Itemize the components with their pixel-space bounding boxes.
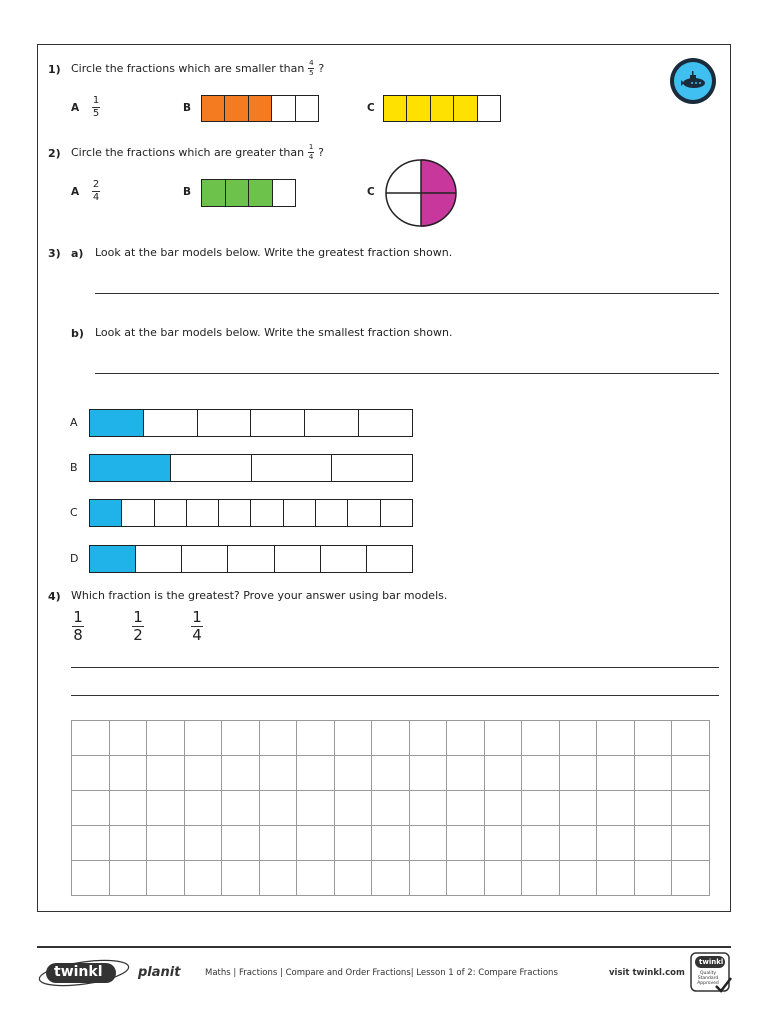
grid-cell[interactable] [484, 756, 522, 791]
bar-part [366, 546, 412, 572]
grid-cell[interactable] [484, 826, 522, 861]
grid-cell[interactable] [559, 756, 597, 791]
q3-bar-label: D [70, 552, 79, 565]
bar-part [384, 96, 406, 121]
bar-part [170, 455, 251, 481]
bar-part [304, 410, 358, 436]
grid-cell[interactable] [297, 791, 335, 826]
bar-part [347, 500, 379, 526]
grid-cell[interactable] [297, 756, 335, 791]
quality-badge-logo: twinkl [699, 958, 724, 966]
bar-part [90, 500, 121, 526]
q3a-text: Look at the bar models below. Write the greatest fraction shown. [95, 246, 453, 259]
grid-cell[interactable] [259, 791, 297, 826]
q3b-label: b) [71, 327, 84, 340]
bar-part [430, 96, 453, 121]
q2-option-c-label: C [367, 186, 375, 198]
grid-cell[interactable] [447, 756, 485, 791]
grid-cell[interactable] [109, 861, 147, 896]
bar-part [227, 546, 273, 572]
bar-part [248, 180, 272, 206]
grid-cell[interactable] [597, 721, 635, 756]
grid-cell[interactable] [334, 721, 372, 756]
bar-part [181, 546, 227, 572]
q2-option-a-label: A [71, 186, 80, 198]
grid-cell[interactable] [222, 826, 260, 861]
q4-fraction: 1 4 [192, 608, 202, 644]
grid-cell[interactable] [672, 826, 710, 861]
q1-text: Circle the fractions which are smaller than $\frac{4}{5}$ ? [71, 59, 325, 77]
twinkl-logo [38, 955, 130, 991]
grid-cell[interactable] [559, 826, 597, 861]
grid-cell[interactable] [634, 826, 672, 861]
bar-part [197, 410, 251, 436]
grid-cell[interactable] [109, 756, 147, 791]
bar-part [143, 410, 197, 436]
q1-option-a-fraction[interactable]: 1 5 [92, 95, 100, 119]
grid-cell[interactable] [72, 791, 110, 826]
bar-part [320, 546, 366, 572]
q1-option-a-label: A [71, 102, 80, 114]
q2-option-a-fraction[interactable]: 2 4 [92, 179, 100, 203]
bar-part [250, 500, 282, 526]
bar-part [271, 96, 294, 121]
q2-option-c-pie[interactable] [385, 159, 457, 227]
grid-cell[interactable] [334, 826, 372, 861]
grid-cell[interactable] [259, 721, 297, 756]
grid-cell[interactable] [184, 721, 222, 756]
q3-bar-label: A [70, 416, 78, 429]
grid-cell[interactable] [297, 861, 335, 896]
grid-cell[interactable] [259, 826, 297, 861]
grid-cell[interactable] [297, 721, 335, 756]
grid-cell[interactable] [597, 826, 635, 861]
grid-cell[interactable] [484, 861, 522, 896]
q3b-text: Look at the bar models below. Write the smallest fraction shown. [95, 326, 453, 339]
grid-cell[interactable] [409, 756, 447, 791]
bar-part [453, 96, 476, 121]
q1-question: Circle the fractions which are smaller than [71, 62, 305, 75]
footer-divider [37, 946, 731, 948]
footer-lesson-info: Maths | Fractions | Compare and Order Fractions| Lesson 1 of 2: Compare Fractions [205, 968, 558, 978]
grid-cell[interactable] [72, 826, 110, 861]
grid-cell[interactable] [334, 756, 372, 791]
grid-cell[interactable] [184, 861, 222, 896]
q2-number: 2) [48, 147, 61, 160]
bar-part [274, 546, 320, 572]
grid-cell[interactable] [672, 791, 710, 826]
q3-bar-model [89, 499, 413, 527]
q3-bar-model [89, 454, 413, 482]
q1-option-b-label: B [183, 102, 192, 114]
submarine-icon [668, 56, 718, 106]
bar-part [331, 455, 412, 481]
grid-cell[interactable] [109, 826, 147, 861]
grid-cell[interactable] [522, 721, 560, 756]
grid-cell[interactable] [447, 791, 485, 826]
grid-cell[interactable] [147, 826, 185, 861]
grid-cell[interactable] [522, 826, 560, 861]
grid-cell[interactable] [559, 721, 597, 756]
grid-cell[interactable] [409, 861, 447, 896]
bar-part [406, 96, 429, 121]
quality-badge [690, 952, 732, 994]
bar-part [90, 410, 143, 436]
q3-number: 3) [48, 247, 61, 260]
q2-text: Circle the fractions which are greater than $\frac{1}{4}$ ? [71, 143, 324, 161]
q4-answer-line-2[interactable] [71, 695, 719, 696]
grid-cell[interactable] [447, 826, 485, 861]
bar-part [295, 96, 318, 121]
q3-bar-model [89, 545, 413, 573]
bar-part [380, 500, 412, 526]
bar-part [225, 180, 249, 206]
bar-part [218, 500, 250, 526]
grid-cell[interactable] [184, 791, 222, 826]
grid-cell[interactable] [334, 791, 372, 826]
grid-cell[interactable] [222, 861, 260, 896]
bar-part [90, 455, 170, 481]
grid-cell[interactable] [409, 791, 447, 826]
footer-visit-link[interactable]: visit twinkl.com [609, 968, 685, 978]
grid-cell[interactable] [334, 861, 372, 896]
grid-cell[interactable] [522, 791, 560, 826]
bar-part [477, 96, 500, 121]
bar-part [135, 546, 181, 572]
grid-cell[interactable] [522, 756, 560, 791]
q2-target-fraction: $\frac{1}{4}$ [308, 143, 314, 161]
grid-cell[interactable] [672, 721, 710, 756]
bar-part [121, 500, 153, 526]
q3a-label: a) [71, 247, 84, 260]
grid-cell[interactable] [597, 861, 635, 896]
grid-cell[interactable] [72, 721, 110, 756]
grid-cell[interactable] [372, 756, 410, 791]
grid-cell[interactable] [72, 861, 110, 896]
grid-cell[interactable] [222, 721, 260, 756]
q3b-answer-line[interactable] [95, 373, 719, 374]
grid-cell[interactable] [409, 721, 447, 756]
quality-badge-text: Quality Standard Approved [697, 971, 719, 986]
grid-cell[interactable] [222, 756, 260, 791]
grid-cell[interactable] [634, 721, 672, 756]
bar-part [283, 500, 315, 526]
grid-cell[interactable] [109, 721, 147, 756]
q4-fraction: 1 2 [133, 608, 143, 644]
grid-cell[interactable] [559, 791, 597, 826]
q3-bar-model [89, 409, 413, 437]
bar-part [248, 96, 271, 121]
grid-cell[interactable] [447, 861, 485, 896]
grid-cell[interactable] [109, 791, 147, 826]
grid-cell[interactable] [147, 756, 185, 791]
bar-part [224, 96, 247, 121]
bar-part [315, 500, 347, 526]
bar-part [90, 546, 135, 572]
grid-cell[interactable] [184, 826, 222, 861]
q3a-answer-line[interactable] [95, 293, 719, 294]
grid-cell[interactable] [372, 721, 410, 756]
grid-cell[interactable] [222, 791, 260, 826]
grid-cell[interactable] [297, 826, 335, 861]
q4-text: Which fraction is the greatest? Prove your answer using bar models. [71, 589, 448, 602]
q1-option-b-bar[interactable] [201, 95, 319, 122]
grid-cell[interactable] [634, 861, 672, 896]
grid-cell[interactable] [147, 721, 185, 756]
grid-cell[interactable] [447, 721, 485, 756]
bar-part [272, 180, 296, 206]
grid-cell[interactable] [672, 756, 710, 791]
grid-cell[interactable] [597, 756, 635, 791]
planit-logo: planit [138, 965, 181, 980]
bar-part [202, 180, 225, 206]
q2-option-b-bar[interactable] [201, 179, 296, 207]
q2-question: Circle the fractions which are greater than [71, 146, 305, 159]
grid-cell[interactable] [559, 861, 597, 896]
bar-part [202, 96, 224, 121]
grid-cell[interactable] [147, 791, 185, 826]
bar-part [358, 410, 412, 436]
grid-cell[interactable] [634, 791, 672, 826]
grid-cell[interactable] [597, 791, 635, 826]
grid-cell[interactable] [259, 861, 297, 896]
grid-cell[interactable] [72, 756, 110, 791]
q3-bar-label: C [70, 506, 78, 519]
q1-option-c-label: C [367, 102, 375, 114]
grid-cell[interactable] [409, 826, 447, 861]
q1-number: 1) [48, 63, 61, 76]
q1-target-fraction: $\frac{4}{5}$ [309, 59, 314, 77]
grid-cell[interactable] [672, 861, 710, 896]
q4-number: 4) [48, 590, 61, 603]
twinkl-logo-text: twinkl [54, 964, 103, 980]
q3-bar-label: B [70, 461, 78, 474]
bar-part [250, 410, 304, 436]
grid-cell[interactable] [372, 791, 410, 826]
bar-part [154, 500, 186, 526]
q4-fraction: 1 8 [73, 608, 83, 644]
q2-option-b-label: B [183, 186, 192, 198]
bar-part [251, 455, 332, 481]
grid-cell[interactable] [484, 791, 522, 826]
grid-cell[interactable] [634, 756, 672, 791]
grid-cell[interactable] [184, 756, 222, 791]
grid-cell[interactable] [372, 826, 410, 861]
q1-option-c-bar[interactable] [383, 95, 501, 122]
grid-cell[interactable] [484, 721, 522, 756]
q4-answer-line-1[interactable] [71, 667, 719, 668]
grid-cell[interactable] [259, 756, 297, 791]
bar-part [186, 500, 218, 526]
q4-working-grid[interactable] [71, 720, 710, 896]
grid-cell[interactable] [372, 861, 410, 896]
grid-cell[interactable] [522, 861, 560, 896]
grid-cell[interactable] [147, 861, 185, 896]
